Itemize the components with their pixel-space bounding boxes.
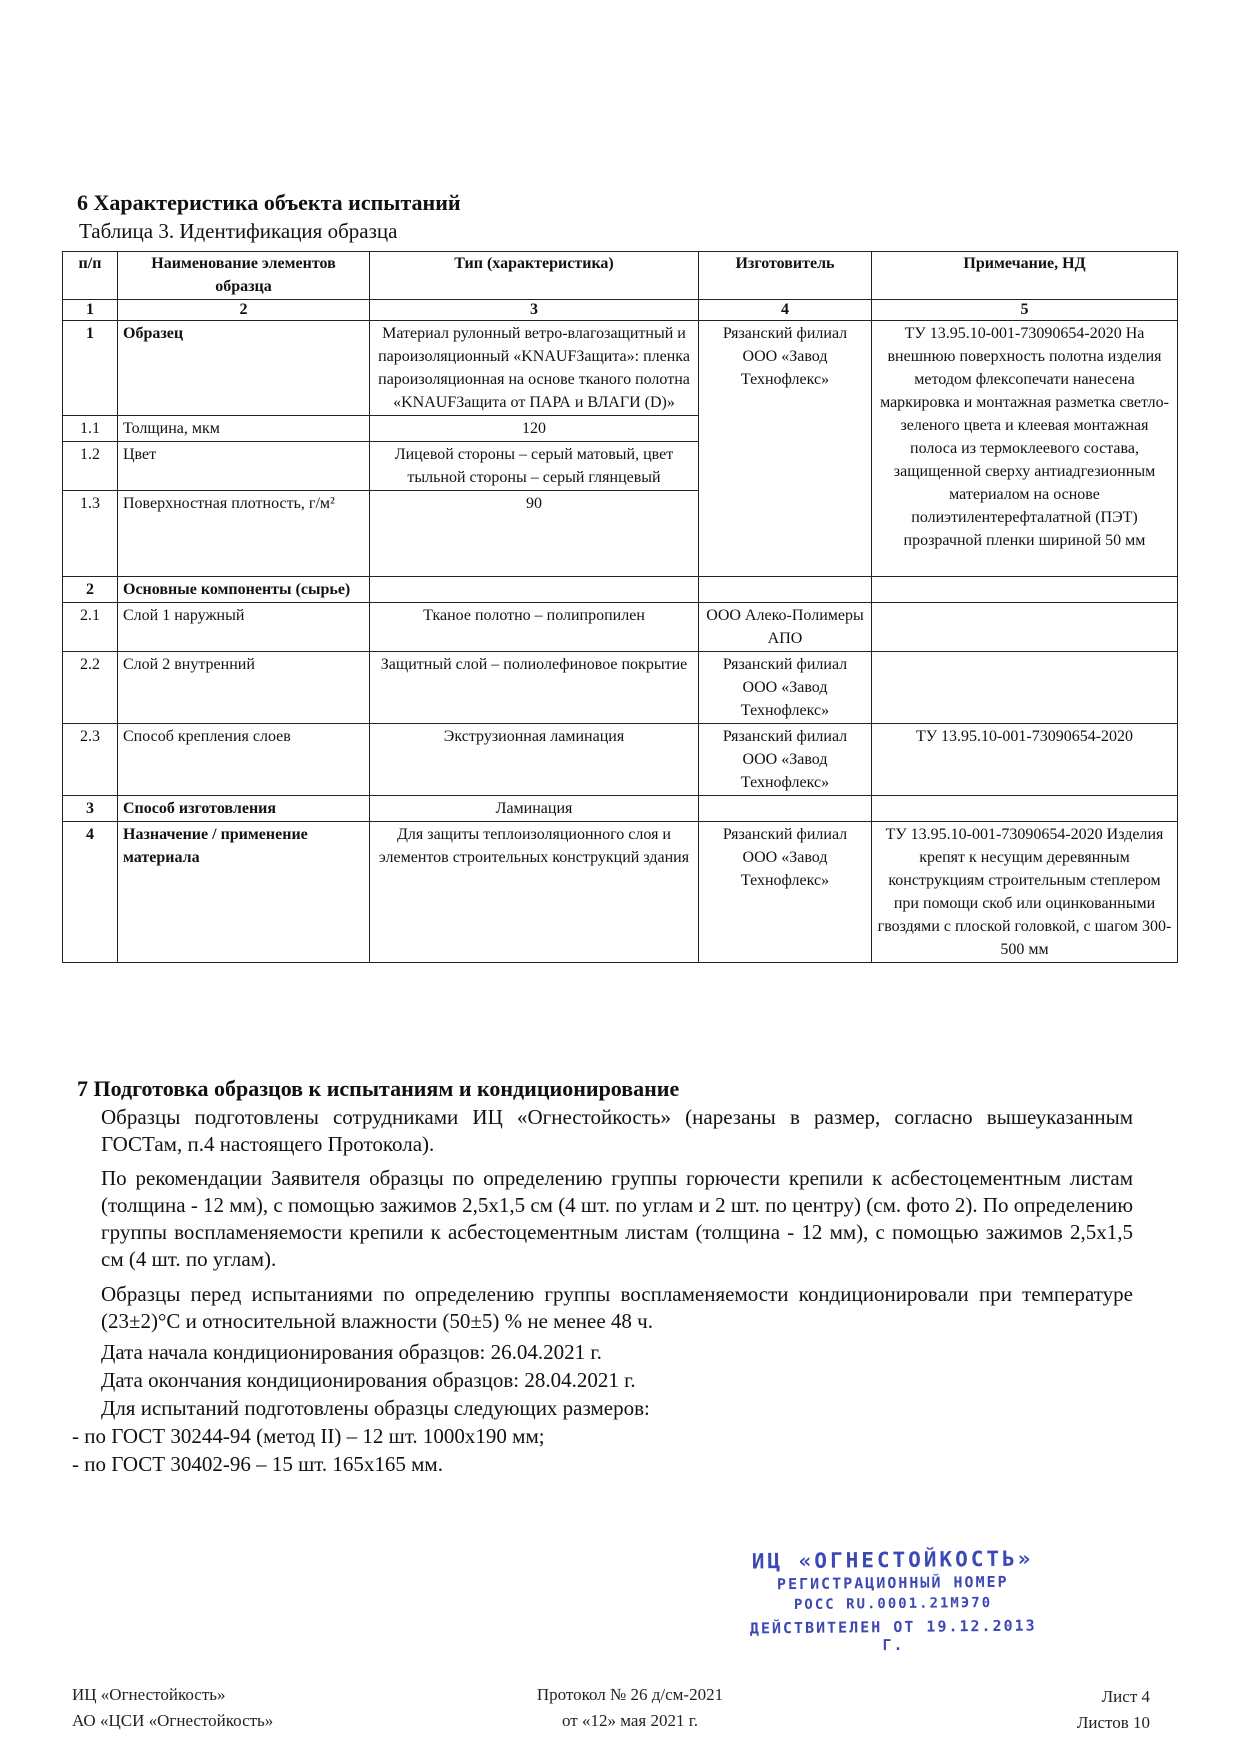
row-note: ТУ 13.95.10-001-73090654-2020 На внешнюю поверхность полотна изделия методом флексопечати нанесена маркировка и монтажная разметка светло-зеленого цвета и клеевая монтажная полоса из термоклеевого состава, защищенной сверху антиадгезионным материалом на основе полиэтилентерефталатной (ПЭТ) прозрачной пленки шириной 50 мм: [872, 321, 1178, 577]
footer-protocol: [500, 1682, 760, 1734]
row-name: Образец: [118, 321, 370, 416]
row-num: 3: [63, 796, 118, 822]
table-row: [63, 321, 1178, 416]
table-row: [63, 796, 1178, 822]
conditioning-start-date: Дата начала кондиционирования образцов: 26.04.2021 г.: [101, 1340, 602, 1364]
table-caption: Таблица 3. Идентификация образца: [79, 219, 398, 243]
row-num: 1: [63, 321, 118, 416]
footer-org1: ИЦ «Огнестойкость»: [72, 1685, 226, 1704]
header-maker: Изготовитель: [699, 252, 872, 300]
row-maker: [699, 796, 872, 822]
paragraph-text: Образцы подготовлены сотрудниками ИЦ «Огнестойкость» (нарезаны в размер, согласно вышеуказанным ГОСТам, п.4 настоящего Протокола).: [101, 1105, 1133, 1156]
column-numbers-row: [63, 300, 1178, 321]
identification-table: [62, 251, 1178, 963]
row-type: Ламинация: [370, 796, 699, 822]
size-item: - по ГОСТ 30402-96 – 15 шт. 165х165 мм.: [72, 1452, 443, 1476]
stamp-line: ДЕЙСТВИТЕЛЕН ОТ 19.12.2013 Г.: [749, 1616, 1037, 1655]
col-number: 5: [872, 300, 1178, 321]
row-note: [872, 652, 1178, 724]
row-name: Слой 1 наружный: [118, 603, 370, 652]
row-maker: [699, 577, 872, 603]
conditioning-end-date: Дата окончания кондиционирования образцов: 28.04.2021 г.: [101, 1368, 636, 1392]
row-name: Назначение / применение материала: [118, 822, 370, 963]
row-type: Для защиты теплоизоляционного слоя и элементов строительных конструкций здания: [370, 822, 699, 963]
col-number: 3: [370, 300, 699, 321]
row-name: Цвет: [118, 442, 370, 491]
footer-org2: АО «ЦСИ «Огнестойкость»: [72, 1711, 274, 1730]
section-6-title: 6 Характеристика объекта испытаний: [77, 190, 461, 215]
row-type: Материал рулонный ветро-влагозащитный и пароизоляционный «KNAUFЗащита»: пленка пароизоляционная на основе тканого полотна «KNAUFЗащита от ПАРА и ВЛАГИ (D)»: [370, 321, 699, 416]
row-maker: Рязанский филиал ООО «Завод Технофлекс»: [699, 321, 872, 577]
row-type: [370, 577, 699, 603]
paragraph: [73, 1165, 1133, 1273]
row-name: Способ крепления слоев: [118, 724, 370, 796]
table-row: [63, 577, 1178, 603]
row-num: 1.3: [63, 491, 118, 577]
footer-protocol-date: от «12» мая 2021 г.: [561, 1711, 699, 1730]
footer-protocol-number: Протокол № 26 д/см-2021: [536, 1685, 724, 1704]
header-name: Наименование элементов образца: [118, 252, 370, 300]
paragraph-text: Образцы перед испытаниями по определению группы воспламеняемости кондиционировали при температуре (23±2)°С и относительной влажности (50±5) % не менее 48 ч.: [101, 1282, 1133, 1333]
row-note: [872, 577, 1178, 603]
size-item: - по ГОСТ 30244-94 (метод II) – 12 шт. 1000х190 мм;: [72, 1424, 545, 1448]
header-note: Примечание, НД: [872, 252, 1178, 300]
col-number: 4: [699, 300, 872, 321]
header-num: п/п: [63, 252, 118, 300]
row-note: [872, 603, 1178, 652]
col-number: 1: [63, 300, 118, 321]
row-name: Толщина, мкм: [118, 416, 370, 442]
row-name: Основные компоненты (сырье): [118, 577, 370, 603]
table-row: [63, 822, 1178, 963]
row-maker: Рязанский филиал ООО «Завод Технофлекс»: [699, 724, 872, 796]
row-type: 120: [370, 416, 699, 442]
table-row: [63, 603, 1178, 652]
row-maker: Рязанский филиал ООО «Завод Технофлекс»: [699, 822, 872, 963]
section-7-title: 7 Подготовка образцов к испытаниям и кондиционирование: [77, 1076, 680, 1101]
row-maker: ООО Алеко-Полимеры АПО: [699, 603, 872, 652]
row-type: 90: [370, 491, 699, 577]
col-number: 2: [118, 300, 370, 321]
row-num: 4: [63, 822, 118, 963]
row-name: Слой 2 внутренний: [118, 652, 370, 724]
row-note: ТУ 13.95.10-001-73090654-2020: [872, 724, 1178, 796]
row-type: Лицевой стороны – серый матовый, цвет тыльной стороны – серый глянцевый: [370, 442, 699, 491]
row-note: ТУ 13.95.10-001-73090654-2020 Изделия крепят к несущим деревянным конструкциям строительным степлером при помощи скоб или оцинкованными гвоздями с плоской головкой, с шагом 300-500 мм: [872, 822, 1178, 963]
footer-org: [72, 1682, 273, 1734]
row-note: [872, 796, 1178, 822]
footer-sheet: Лист 4: [1101, 1687, 1150, 1706]
table-header-row: [63, 252, 1178, 300]
paragraph-text: По рекомендации Заявителя образцы по определению группы горючести крепили к асбестоцементным листам (толщина - 12 мм), с помощью зажимов 2,5х1,5 см (4 шт. по углам и 2 шт. по центру) (см. фото 2). По определению группы воспламеняемости крепили к асбестоцементным листам (толщина - 12 мм), с помощью зажимов 2,5х1,5 см (4 шт. по углам).: [101, 1166, 1134, 1271]
registration-stamp: [737, 1546, 1048, 1655]
table-row: [63, 652, 1178, 724]
paragraph: [73, 1104, 1133, 1158]
row-type: Защитный слой – полиолефиновое покрытие: [370, 652, 699, 724]
footer-sheet-total: Листов 10: [1076, 1713, 1150, 1732]
row-type: Экструзионная ламинация: [370, 724, 699, 796]
row-num: 2.1: [63, 603, 118, 652]
stamp-line: ИЦ «ОГНЕСТОЙКОСТЬ»: [751, 1546, 1034, 1574]
row-num: 2.2: [63, 652, 118, 724]
footer-sheets: [1040, 1684, 1150, 1736]
row-num: 2: [63, 577, 118, 603]
stamp-line: РОСС RU.0001.21МЭ70: [793, 1594, 993, 1614]
row-num: 2.3: [63, 724, 118, 796]
sizes-intro: Для испытаний подготовлены образцы следующих размеров:: [101, 1396, 650, 1420]
row-num: 1.2: [63, 442, 118, 491]
row-type: Тканое полотно – полипропилен: [370, 603, 699, 652]
row-name: Поверхностная плотность, г/м²: [118, 491, 370, 577]
header-type: Тип (характеристика): [370, 252, 699, 300]
row-name: Способ изготовления: [118, 796, 370, 822]
row-maker: Рязанский филиал ООО «Завод Технофлекс»: [699, 652, 872, 724]
paragraph: [73, 1281, 1133, 1335]
stamp-line: РЕГИСТРАЦИОННЫЙ НОМЕР: [776, 1572, 1009, 1594]
table-row: [63, 724, 1178, 796]
row-num: 1.1: [63, 416, 118, 442]
